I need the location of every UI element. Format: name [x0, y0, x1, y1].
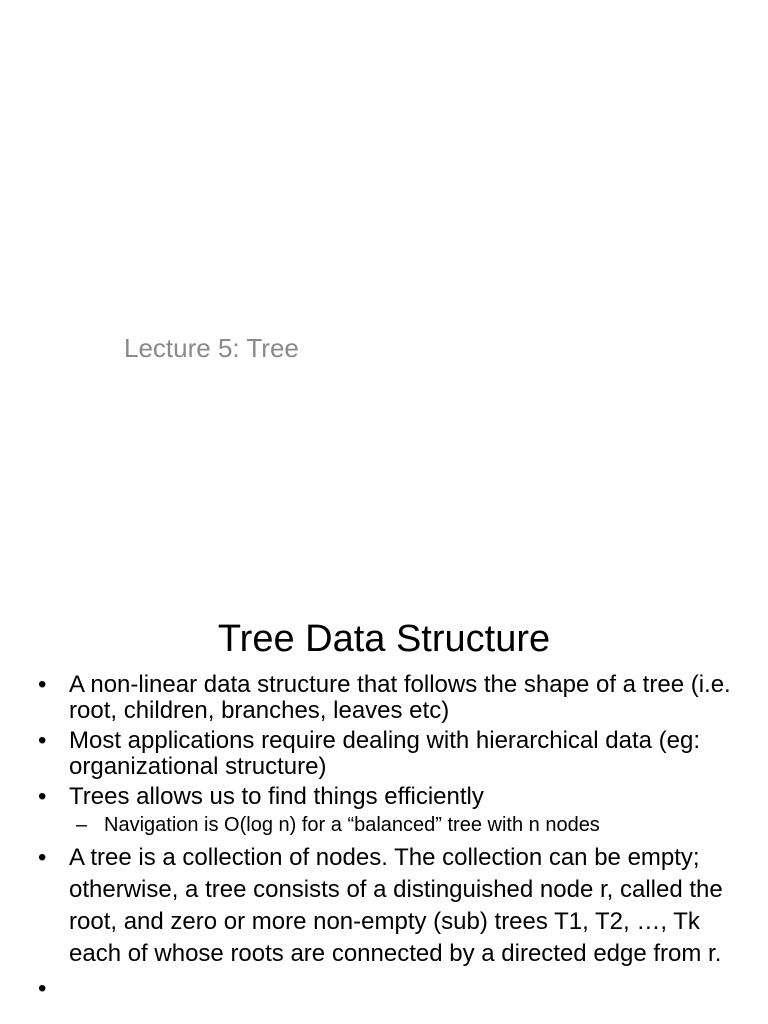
bullet-text: Most applications require dealing with hierarchical data (eg: organizational structure)	[69, 727, 701, 780]
bullet-list	[0, 671, 768, 1002]
slide-title: Tree Data Structure	[217, 618, 551, 660]
content-slide	[0, 576, 768, 1024]
bullet-text: A tree is a collection of nodes. The collection can be empty; otherwise, a tree consists of a distinguished node r, called the root, and zero or more non-empty (sub) trees T1, T2, …, Tk each of whose roots are connected by a directed edge from r.	[69, 844, 723, 967]
bullet-item	[0, 784, 768, 810]
bullet-dot-icon: •	[38, 727, 47, 754]
bullet-text: A non-linear data structure that follows the shape of a tree (i.e. root, children, branches, leaves etc)	[69, 671, 731, 724]
bullet-text: Trees allows us to find things efficiently	[69, 783, 484, 810]
bullet-item	[0, 728, 768, 780]
bullet-dot-icon: •	[38, 671, 47, 698]
bullet-dot-icon: •	[38, 783, 47, 810]
sub-bullet-text: Navigation is O(log n) for a “balanced” tree with n nodes	[104, 814, 600, 836]
sub-bullet-item	[0, 812, 768, 838]
bullet-item	[0, 842, 768, 970]
sub-bullet-dash-icon: –	[76, 814, 88, 836]
slide-subtitle: Lecture 5: Tree	[124, 333, 299, 363]
bullet-item	[0, 672, 768, 724]
bullet-dot-icon: •	[38, 975, 47, 1002]
bullet-dot-icon: •	[38, 844, 47, 871]
